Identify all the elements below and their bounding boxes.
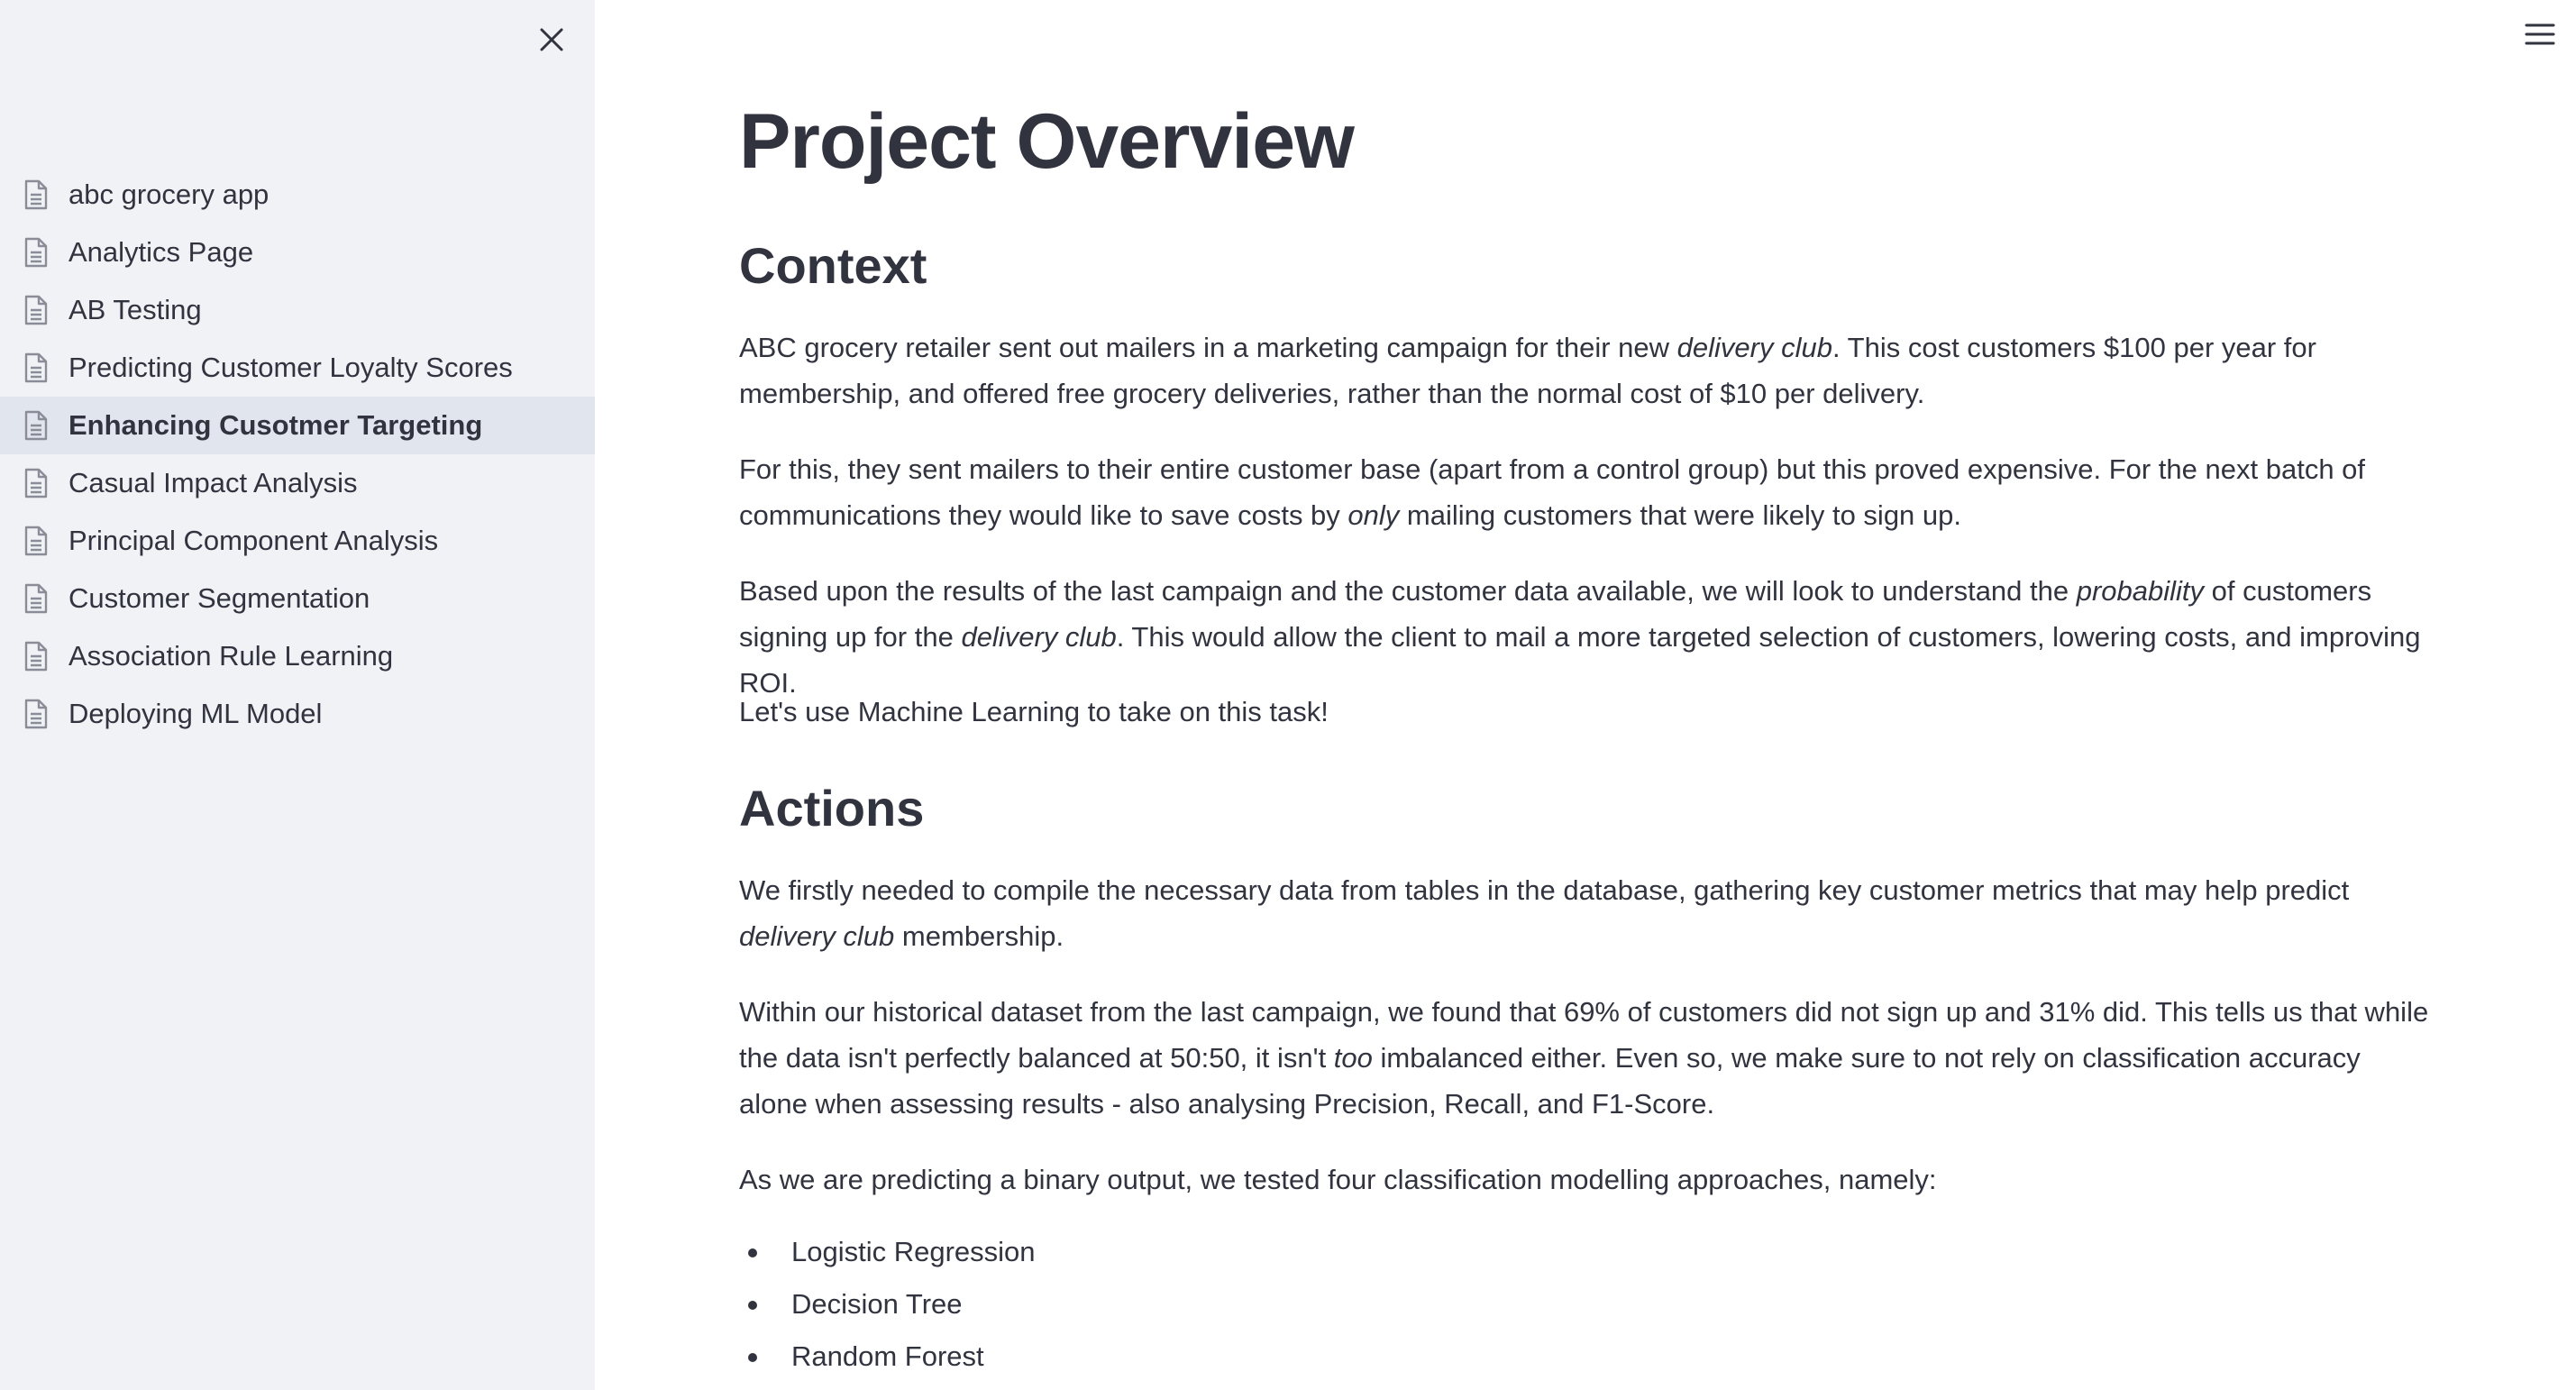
sidebar-item-predicting-customer-loyalty-scores[interactable] bbox=[0, 339, 595, 397]
page-title: Project Overview bbox=[739, 98, 1354, 185]
close-sidebar-button[interactable] bbox=[530, 18, 573, 61]
close-icon bbox=[539, 27, 564, 52]
context-paragraph-3: Based upon the results of the last campaign and the customer data available, we will look to understand the probability of customers signing up for the delivery club. This would allow the client to mail a more targeted selection of customers, lowering costs, and improving ROI. bbox=[739, 575, 2421, 699]
main-menu-button[interactable] bbox=[2520, 16, 2560, 52]
main-content bbox=[739, 0, 2434, 1390]
sidebar-item-label: Enhancing Cusotmer Targeting bbox=[69, 409, 483, 441]
sidebar-item-label: Association Rule Learning bbox=[69, 640, 394, 672]
sidebar-item-association-rule-learning[interactable] bbox=[0, 627, 595, 685]
sidebar-item-casual-impact-analysis[interactable] bbox=[0, 454, 595, 512]
document-icon bbox=[22, 640, 50, 672]
sidebar-item-deploying-ml-model[interactable] bbox=[0, 685, 595, 743]
sidebar-item-label: Casual Impact Analysis bbox=[69, 467, 358, 498]
document-icon bbox=[22, 236, 50, 269]
sidebar-item-label: AB Testing bbox=[69, 294, 202, 325]
sidebar-item-label: Deploying ML Model bbox=[69, 698, 323, 729]
document-icon bbox=[22, 352, 50, 384]
actions-paragraph-3: As we are predicting a binary output, we tested four classification modelling approaches, namely: bbox=[739, 1164, 1937, 1195]
sidebar-item-label: Customer Segmentation bbox=[69, 582, 370, 614]
sidebar-item-analytics-page[interactable] bbox=[0, 224, 595, 281]
sidebar-item-principal-component-analysis[interactable] bbox=[0, 512, 595, 570]
sidebar-item-label: Principal Component Analysis bbox=[69, 525, 439, 556]
sidebar bbox=[0, 0, 595, 1390]
model-list bbox=[739, 1226, 1036, 1383]
sidebar-item-ab-testing[interactable] bbox=[0, 281, 595, 339]
actions-paragraph-2: Within our historical dataset from the last campaign, we found that 69% of customers did not sign up and 31% did. This tells us that while the data isn't perfectly balanced at 50:50, it isn't too imbalanced either. Even so, we make sure to not rely on classification accuracy alone when assessing results - also analysing Precision, Recall, and F1-Score. bbox=[739, 996, 2429, 1120]
sidebar-item-abc-grocery-app[interactable] bbox=[0, 166, 595, 224]
actions-heading: Actions bbox=[739, 780, 925, 837]
sidebar-item-label: Analytics Page bbox=[69, 236, 254, 268]
context-paragraph-4: Let's use Machine Learning to take on this task! bbox=[739, 696, 1329, 727]
context-paragraph-1: ABC grocery retailer sent out mailers in a marketing campaign for their new delivery club. This cost customers $100 per year for membership, and offered free grocery deliveries, rather than the normal cost of $10 per delivery. bbox=[739, 332, 2316, 409]
hamburger-menu-icon bbox=[2525, 23, 2555, 46]
document-icon bbox=[22, 178, 50, 211]
context-paragraph-2: For this, they sent mailers to their entire customer base (apart from a control group) but this proved expensive. For the next batch of communications they would like to save costs by only mailing customers that were likely to sign up. bbox=[739, 453, 2366, 531]
document-icon bbox=[22, 525, 50, 557]
context-heading: Context bbox=[739, 237, 927, 294]
document-icon bbox=[22, 409, 50, 442]
sidebar-item-customer-segmentation[interactable] bbox=[0, 570, 595, 627]
actions-paragraph-1: We firstly needed to compile the necessary data from tables in the database, gathering key customer metrics that may help predict delivery club membership. bbox=[739, 874, 2350, 952]
sidebar-item-label: abc grocery app bbox=[69, 178, 269, 210]
document-icon bbox=[22, 698, 50, 730]
list-item: Decision Tree bbox=[739, 1278, 1036, 1331]
document-icon bbox=[22, 582, 50, 615]
list-item: Random Forest bbox=[739, 1331, 1036, 1383]
sidebar-item-enhancing-customer-targeting[interactable] bbox=[0, 397, 595, 454]
sidebar-nav bbox=[0, 166, 595, 743]
list-item: Logistic Regression bbox=[739, 1226, 1036, 1278]
document-icon bbox=[22, 294, 50, 326]
document-icon bbox=[22, 467, 50, 499]
sidebar-item-label: Predicting Customer Loyalty Scores bbox=[69, 352, 513, 383]
